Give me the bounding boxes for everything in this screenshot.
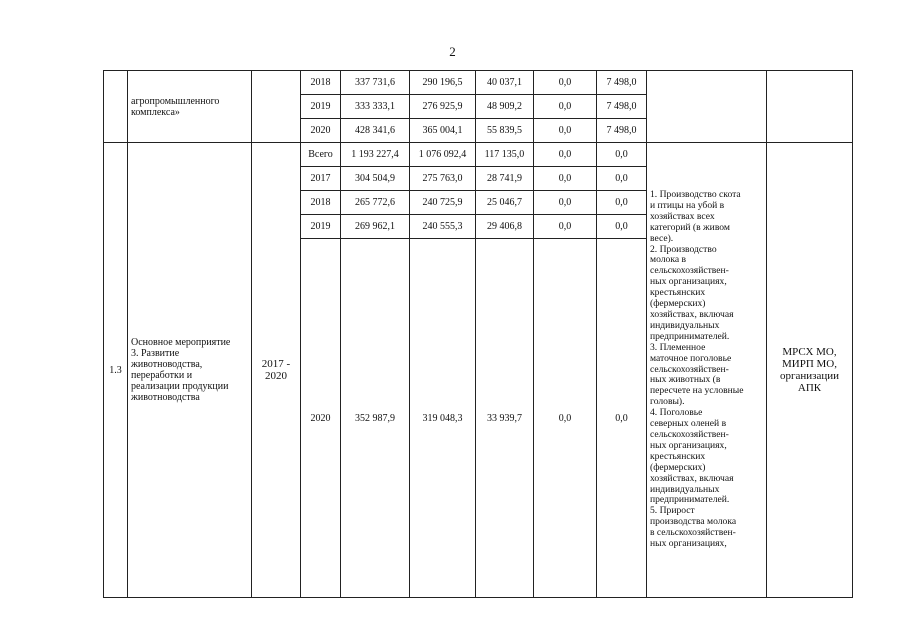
value-cell: 55 839,5 [476,119,534,143]
value-cell: 0,0 [534,71,597,95]
indicator-line: маточное поголовье [650,352,732,364]
indicator-line: ных организациях, [650,538,727,550]
year-cell: 2017 [301,167,341,191]
value-cell: 0,0 [597,239,647,598]
total-cell: 269 962,1 [341,215,410,239]
indicator-line: (фермерских) [650,298,706,310]
indicator-line: индивидуальных [650,319,720,331]
total-cell: 333 333,1 [341,95,410,119]
program-table [103,70,853,598]
indicator-line: 5. Прирост [650,505,695,517]
index-cell [104,71,128,143]
value-cell: 117 135,0 [476,143,534,167]
year-cell: Всего [301,143,341,167]
period-line: 2020 [265,370,287,382]
indicator-line: индивидуальных [650,483,720,495]
indicator-line: сельскохозяйствен- [650,265,729,277]
indicator-line: производства молока [650,516,737,528]
value-cell: 0,0 [534,191,597,215]
value-cell: 0,0 [534,215,597,239]
indicator-line: сельскохозяйствен- [650,428,729,440]
activity-name-cell [128,143,252,598]
indicator-line: хозяйствах, включая [650,472,734,484]
activity-name-line: животноводства [131,392,200,403]
total-cell: 337 731,6 [341,71,410,95]
value-cell: 0,0 [534,95,597,119]
indicator-line: хозяйствах всех [650,210,715,222]
activity-name-line: комплекса» [131,106,180,118]
total-cell: 265 772,6 [341,191,410,215]
indicator-line: 1. Производство скота [650,189,741,201]
value-cell: 275 763,0 [410,167,476,191]
indicator-line: северных оленей в [650,418,727,430]
value-cell: 0,0 [534,119,597,143]
value-cell: 0,0 [534,143,597,167]
index-cell: 1.3 [104,143,128,598]
responsible-line: организации [779,370,840,382]
responsible-cell [767,143,853,598]
table-row [104,71,853,95]
value-cell: 0,0 [597,143,647,167]
value-cell: 0,0 [534,239,597,598]
activity-name-line: реализации продукции [131,381,229,392]
value-cell: 240 725,9 [410,191,476,215]
value-cell: 29 406,8 [476,215,534,239]
value-cell: 0,0 [597,215,647,239]
indicator-line: (фермерских) [650,461,706,473]
indicator-line: крестьянских [650,450,706,462]
responsible-line: АПК [797,382,822,394]
activity-name-line: агропромышленного [131,95,220,107]
indicator-line: крестьянских [650,287,706,299]
indicator-line: ных организациях, [650,439,727,451]
year-cell: 2018 [301,71,341,95]
indicator-line: головы). [650,396,685,408]
value-cell: 240 555,3 [410,215,476,239]
indicator-line: предпринимателей. [650,494,730,506]
indicator-line: хозяйствах, включая [650,309,734,321]
period-line: 2017 - [261,358,291,370]
responsible-line: МИРП МО, [781,358,837,370]
indicator-line: ных животных (в [650,374,721,386]
value-cell: 25 046,7 [476,191,534,215]
indicator-line: молока в [650,254,687,266]
indicator-line: весе). [650,232,674,244]
value-cell: 1 076 092,4 [410,143,476,167]
year-cell: 2018 [301,191,341,215]
responsible-line: МРСХ МО, [782,346,837,358]
indicator-cell [647,71,767,143]
indicator-line: категорий (в живом [650,221,730,233]
table-row [104,143,853,167]
value-cell: 0,0 [597,191,647,215]
responsible-cell [767,71,853,143]
page-number: 2 [449,44,456,59]
indicator-line: пересчете на условные [650,385,744,397]
value-cell: 0,0 [534,167,597,191]
total-cell: 304 504,9 [341,167,410,191]
value-cell: 276 925,9 [410,95,476,119]
indicator-cell [647,143,767,598]
value-cell: 0,0 [597,167,647,191]
value-cell: 48 909,2 [476,95,534,119]
total-cell: 352 987,9 [341,239,410,598]
indicator-line: предпринимателей. [650,330,730,342]
value-cell: 33 939,7 [476,239,534,598]
indicator-line: в сельскохозяйствен- [650,527,736,539]
value-cell: 40 037,1 [476,71,534,95]
total-cell: 428 341,6 [341,119,410,143]
value-cell: 290 196,5 [410,71,476,95]
value-cell: 365 004,1 [410,119,476,143]
year-cell: 2020 [301,239,341,598]
total-cell: 1 193 227,4 [341,143,410,167]
indicator-line: 3. Племенное [650,341,706,353]
value-cell: 7 498,0 [597,95,647,119]
period-cell [252,71,301,143]
indicator-line: и птицы на убой в [650,199,725,211]
year-cell: 2019 [301,215,341,239]
indicator-line: 4. Поголовье [650,407,703,419]
activity-name-line: 3. Развитие [131,348,180,359]
indicator-line: 2. Производство [650,243,717,255]
activity-name-line: переработки и [131,370,193,381]
activity-name-line: Основное мероприятие [131,337,231,348]
value-cell: 7 498,0 [597,119,647,143]
value-cell: 28 741,9 [476,167,534,191]
value-cell: 7 498,0 [597,71,647,95]
indicator-line: ных организациях, [650,276,727,288]
activity-name-line: животноводства, [131,359,203,370]
year-cell: 2020 [301,119,341,143]
period-cell [252,143,301,598]
value-cell: 319 048,3 [410,239,476,598]
indicator-line: сельскохозяйствен- [650,363,729,375]
activity-name-cell [128,71,252,143]
year-cell: 2019 [301,95,341,119]
